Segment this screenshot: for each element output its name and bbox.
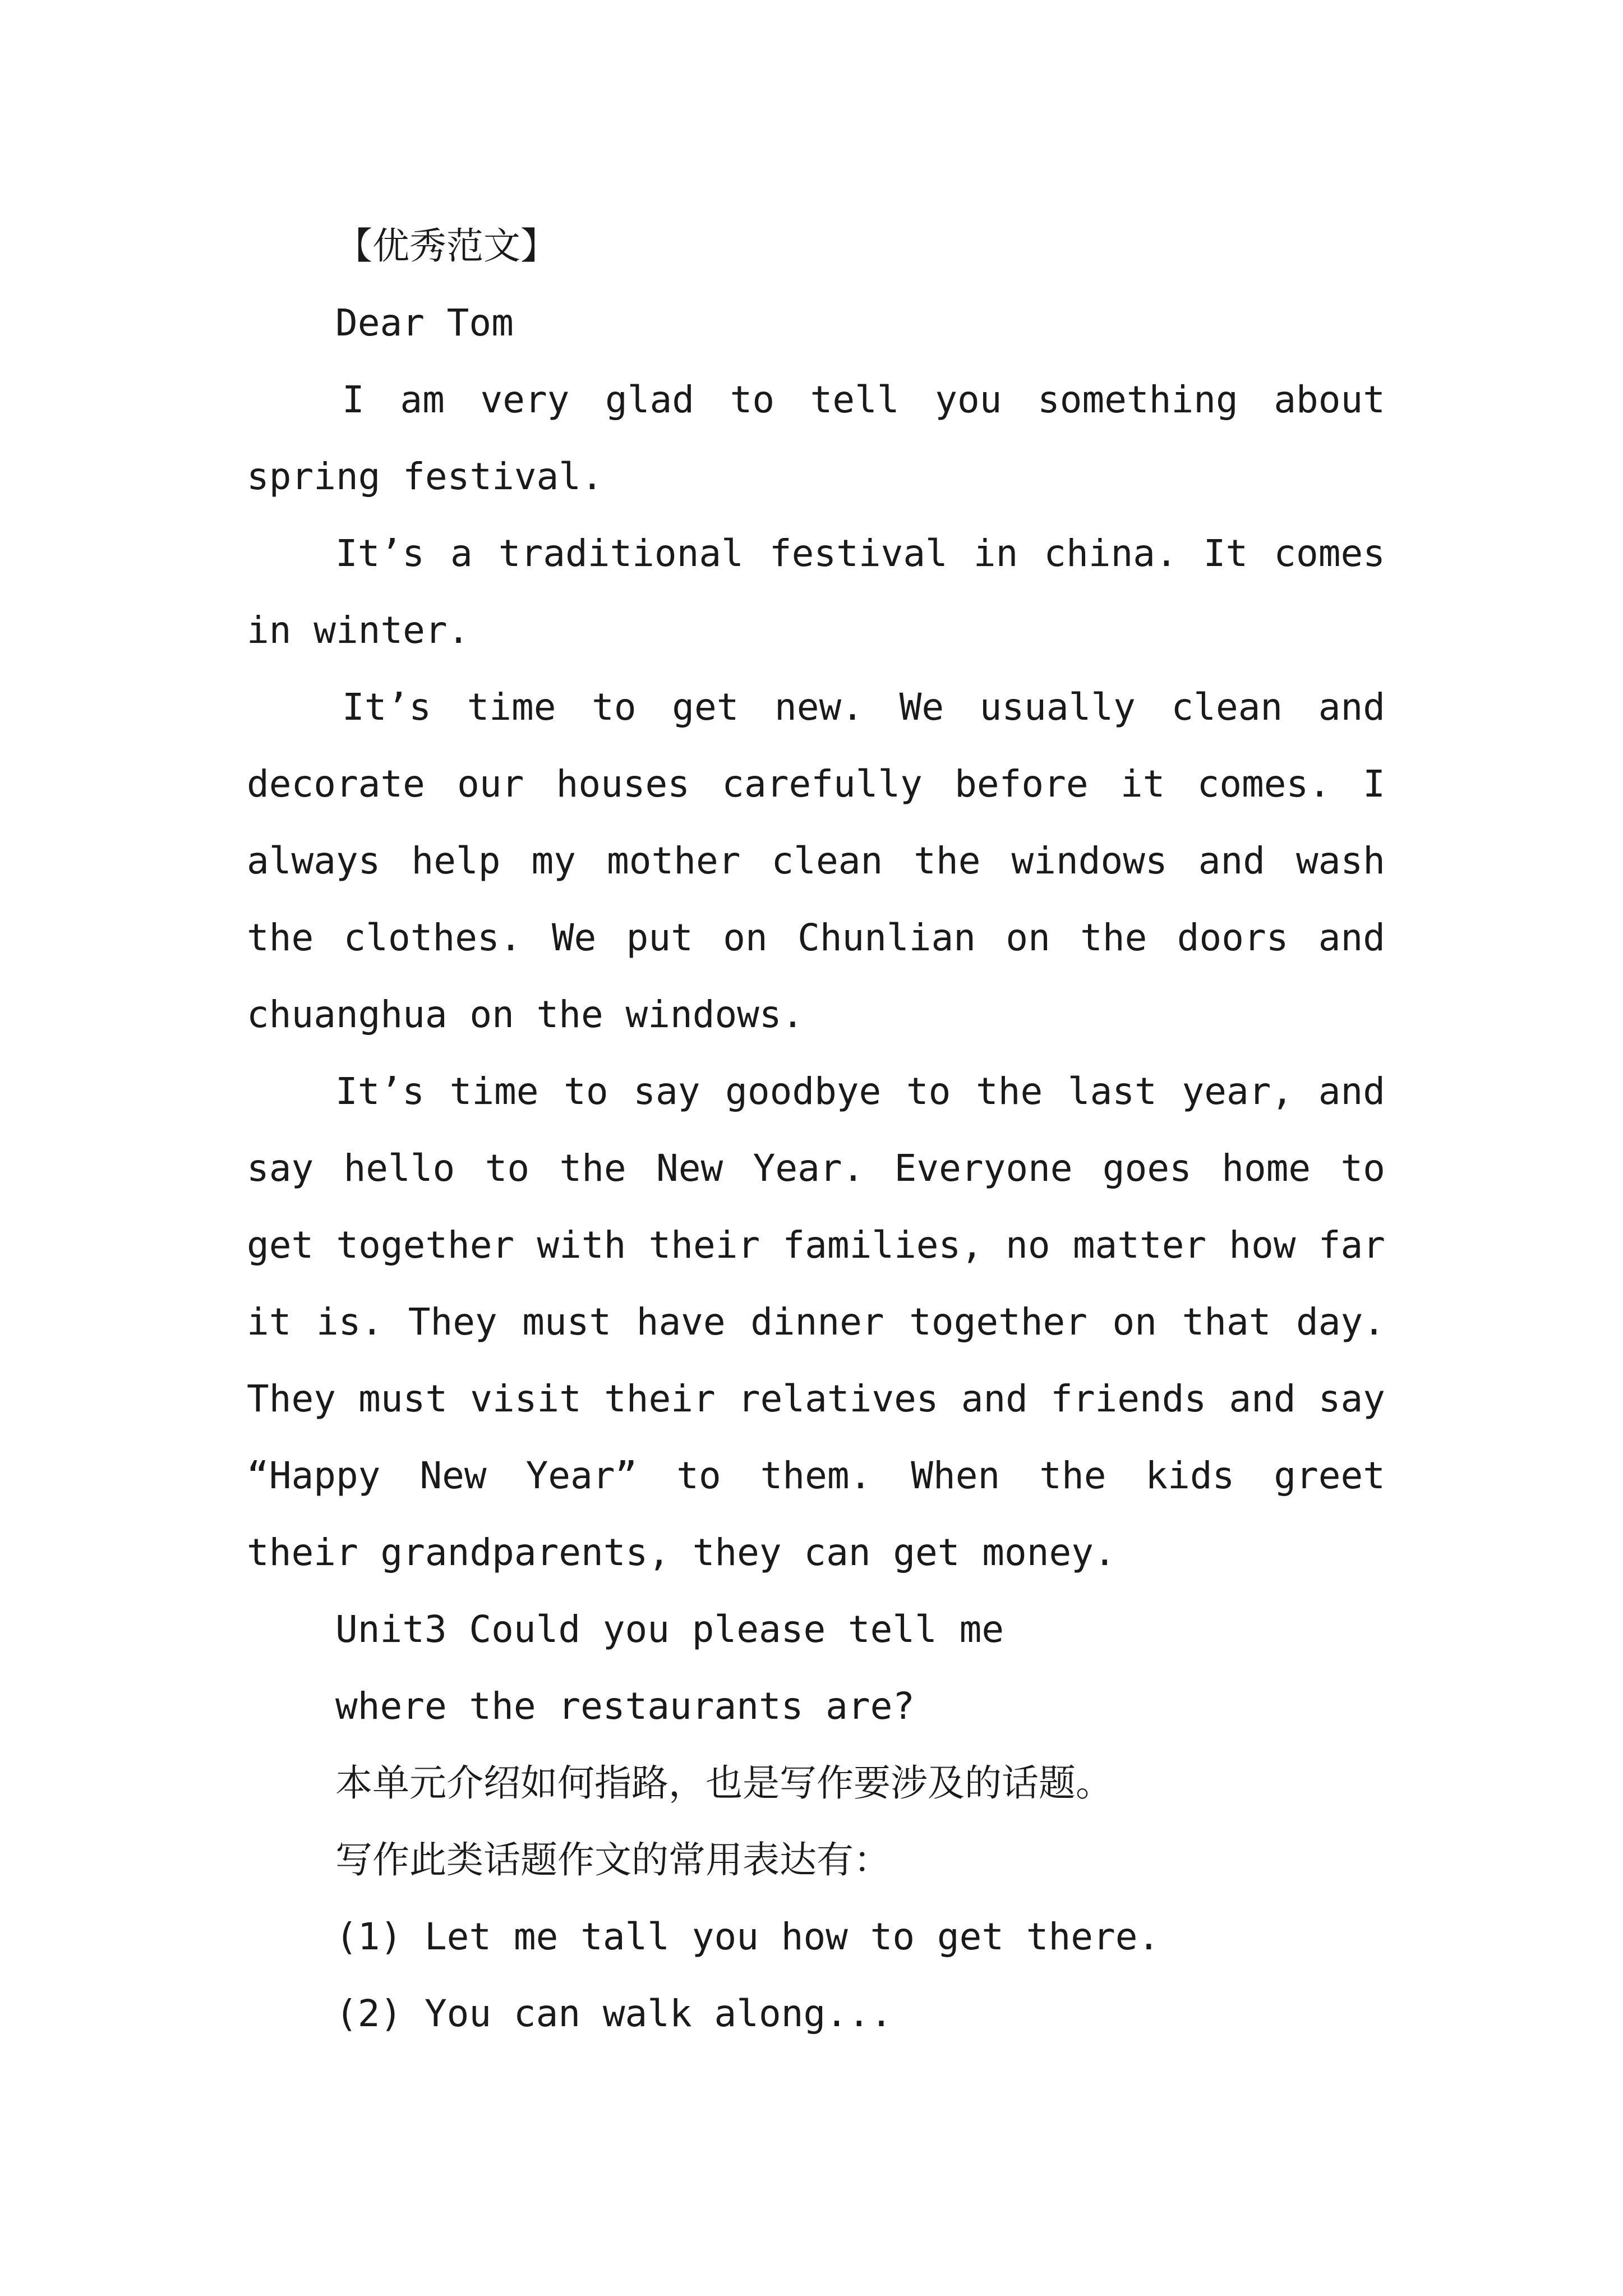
paragraph-line: It’s a traditional festival in china. It comes <box>335 532 1385 575</box>
paragraph-line: It’s time to say goodbye to the last year, and <box>335 1070 1385 1113</box>
chinese-text-line: 写作此类话题作文的常用表达有： <box>335 1838 891 1881</box>
expression-item: (2) You can walk along... <box>335 1992 893 2035</box>
section-heading: 【优秀范文】 <box>335 224 557 268</box>
paragraph-line: spring festival. <box>247 455 603 498</box>
expression-item: (1) Let me tall you how to get there. <box>335 1915 1160 1958</box>
letter-salutation: Dear Tom <box>335 301 514 344</box>
paragraph-line: their grandparents, they can get money. <box>247 1531 1116 1574</box>
chinese-text-line: 本单元介绍如何指路，也是写作要涉及的话题。 <box>335 1761 1113 1805</box>
paragraph-line: “Happy New Year” to them. When the kids greet <box>247 1454 1385 1497</box>
paragraph-line: it is. They must have dinner together on that day. <box>247 1300 1385 1343</box>
paragraph-line: chuanghua on the windows. <box>247 993 804 1036</box>
paragraph-line: get together with their families, no matter how far <box>247 1223 1385 1267</box>
unit-title-line: where the restaurants are? <box>335 1685 915 1728</box>
paragraph-line: They must visit their relatives and friends and say <box>247 1377 1385 1420</box>
paragraph-line: in winter. <box>247 609 470 652</box>
paragraph-line: say hello to the New Year. Everyone goes home to <box>247 1147 1385 1190</box>
paragraph-line: It’s time to get new. We usually clean and <box>342 685 1385 729</box>
text-body <box>247 208 1385 2052</box>
paragraph-line: always help my mother clean the windows and wash <box>247 839 1385 882</box>
unit-title-line: Unit3 Could you please tell me <box>335 1608 1004 1651</box>
paragraph-line: the clothes. We put on Chunlian on the doors and <box>247 916 1385 959</box>
paragraph-line: I am very glad to tell you something about <box>342 378 1385 421</box>
paragraph-line: decorate our houses carefully before it comes. I <box>247 762 1385 806</box>
